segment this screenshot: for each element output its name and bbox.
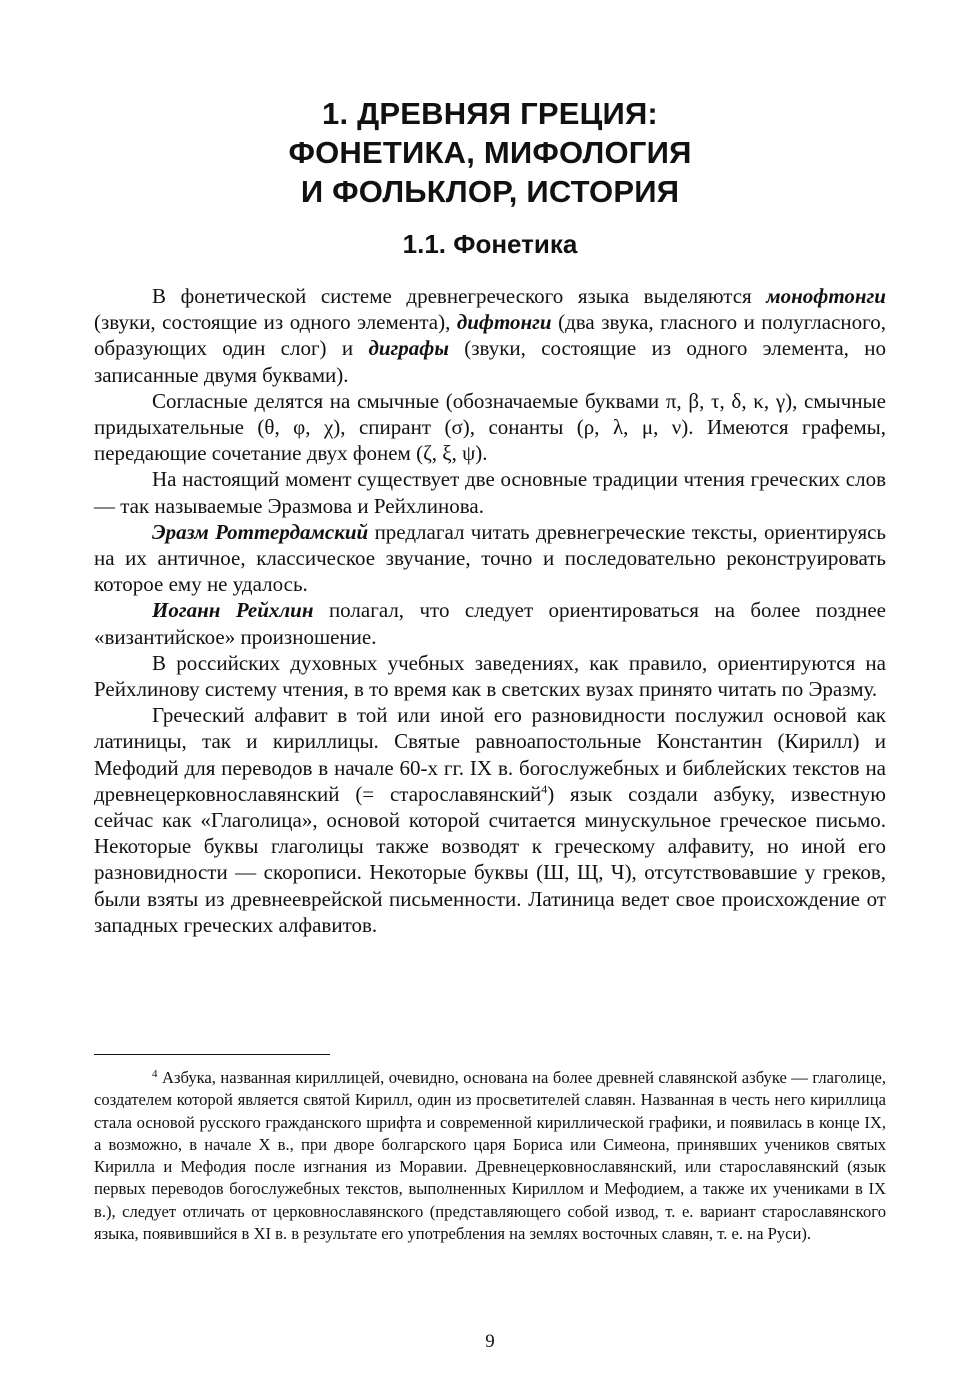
section-number: 1.1. [402,229,447,259]
chapter-title [94,94,886,211]
name-reuchlin: Иоганн Рейхлин [152,598,314,623]
footnote-divider [94,1054,330,1055]
footnote-reference[interactable]: 4 [541,781,548,796]
section-title [94,226,886,262]
paragraph-5: Иоганн Рейхлин полагал, что следует ориентироваться на более позднее «византийское» произношение. [94,598,886,649]
page-number: 9 [485,1331,495,1352]
body-text [94,283,886,938]
footnote-marker: 4 [152,1068,158,1080]
footnote-text: Азбука, названная кириллицей, очевидно, основана на более древней славянской азбуке — глаголице, создателем которой является святой Кирилл, один из просветителей славян. Названная в честь него кириллица стала основой русского гражданского шрифта и современной кириллической графики, и появилась в конце IX, а возможно, в начале X в., при дворе болгарского царя Бориса или Симеона, принявших учеников святых Кирилла и Мефодия после изгнания из Моравии. Древнецерковнославянский, или старославянский (язык первых переводов богослужебных текстов, выполненных Кириллом и Мефодием, а также их учениками в IX в.), следует отличать от церковнославянского (представляющего собой извод, т. е. вариант старославянского языка, появившийся в XI в. в результате его употребления на землях восточных славян, т. е. на Руси). [94,1068,886,1244]
section-name: Фонетика [453,229,578,259]
paragraph-2: Согласные делятся на смычные (обозначаемые буквами π, β, τ, δ, κ, γ), смычные придыхательные (θ, φ, χ), спирант (σ), сонанты (ρ, λ, μ, ν). Имеются графемы, передающие сочетание двух фонем (ζ, ξ, ψ). [94,388,886,466]
paragraph-3: На настоящий момент существует две основные традиции чтения греческих слов — так называемые Эразмова и Рейхлинова. [94,467,886,518]
paragraph-7: Греческий алфавит в той или иной его разновидности послужил основой как латиницы, так и кириллицы. Святые равноапостольные Константин (Кирилл) и Мефодий для переводов в начале 60-х гг. IX в. богослужебных и библейских текстов на древнецерковнославянский (= старославянский$^4$) язык создали азбуку, известную сейчас как «Глаголица», основой которой считается минускульное греческое письмо. Некоторые буквы глаголицы также возводят к греческому алфавиту, но иной его разновидности — скорописи. Некоторые буквы (Ш, Щ, Ч), отсутствовавшие у греков, были взяты из древнееврейской письменности. Латиница ведет свое происхождение от западных греческих алфавитов. [94,703,886,937]
name-erasmus: Эразм Роттердамский [152,519,369,544]
chapter-title-line-1: 1. ДРЕВНЯЯ ГРЕЦИЯ: [322,96,658,131]
paragraph-6: В российских духовных учебных заведениях, как правило, ориентируются на Рейхлинову систему чтения, в то время как в светских вузах принято читать по Эразму. [94,650,886,702]
chapter-number: 1. [322,96,349,131]
chapter-title-line-2: ФОНЕТИКА, МИФОЛОГИЯ [288,135,692,170]
paragraph-1: В фонетической системе древнегреческого языка выделяются монофтонги (звуки, состоящие из одного элемента), дифтонги (два звука, гласного и полугласного, образующих один слог) и диграфы (звуки, состоящие из одного элемента, но записанные двумя буквами). [94,284,886,387]
chapter-title-line-3: И ФОЛЬКЛОР, ИСТОРИЯ [300,174,680,209]
footnote [94,1067,886,1245]
term-digraphs: диграфы [368,336,449,361]
term-monophthongs: монофтонги [766,284,886,308]
paragraph-4: Эразм Роттердамский предлагал читать древнегреческие тексты, ориентируясь на их античное, классическое звучание, точно и последовательно реконструировать которое ему не удалось. [94,519,887,597]
term-diphthongs: дифтонги [456,310,552,335]
